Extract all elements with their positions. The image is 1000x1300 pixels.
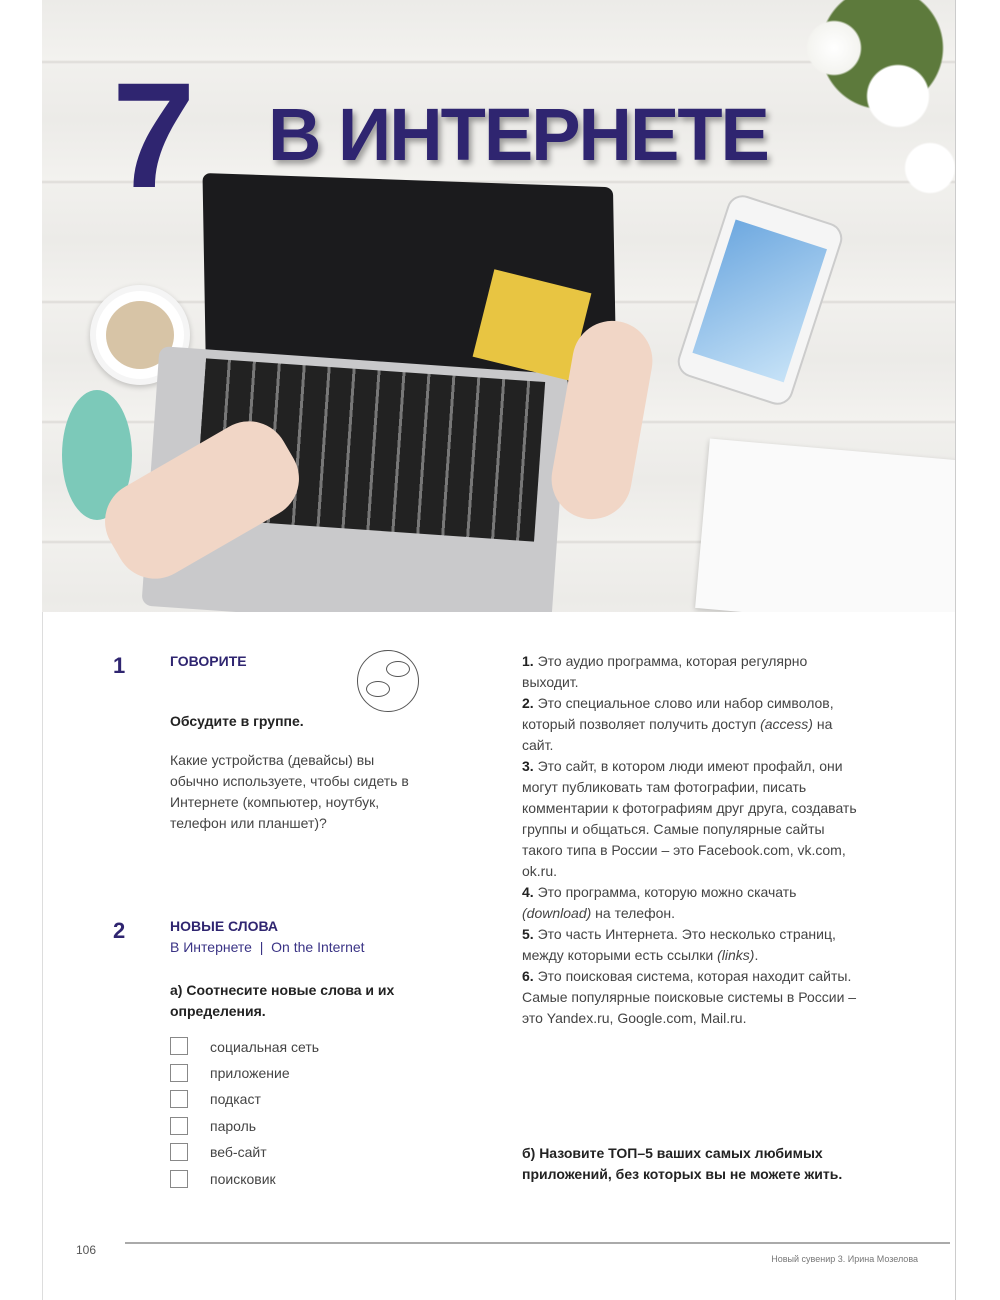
- checkbox[interactable]: [170, 1170, 188, 1188]
- exercise-number: 2: [113, 918, 126, 943]
- subtitle-en: On the Internet: [271, 939, 365, 955]
- separator: |: [259, 939, 264, 955]
- checkbox[interactable]: [170, 1117, 188, 1135]
- checkbox[interactable]: [170, 1090, 188, 1108]
- chapter-title: В ИНТЕРНЕТЕ: [268, 93, 768, 176]
- exercise-heading: ГОВОРИТЕ: [170, 653, 247, 669]
- word-label: веб-сайт: [210, 1144, 267, 1160]
- speech-bubbles-icon: [357, 650, 419, 712]
- instruction: Обсудите в группе.: [170, 713, 304, 729]
- task-a: а) Соотнесите новые слова и их определения.: [170, 982, 395, 1019]
- definition-item: 2. Это специальное слово или набор символов, который позволяет получить доступ (access) на сайт.: [522, 695, 834, 753]
- checkbox[interactable]: [170, 1037, 188, 1055]
- definition-item: 5. Это часть Интернета. Это несколько страниц, между которыми есть ссылки (links).: [522, 926, 836, 963]
- word-label: социальная сеть: [210, 1039, 320, 1055]
- definition-item: 6. Это поисковая система, которая находит сайты. Самые популярные поисковые системы в России – это Yandex.ru, Google.com, Mail.ru.: [522, 968, 857, 1026]
- definition-item: 3. Это сайт, в котором люди имеют профайл, они могут публиковать там фотографии, писать комментарии к фотографиям друг друга, создавать группы и общаться. Самые популярные сайты такого типа в России – это Facebook.com, vk.com, ok.ru.: [522, 758, 857, 879]
- definition-item: 1. Это аудио программа, которая регулярно выходит.: [522, 653, 808, 690]
- tulips-image: [802, 0, 955, 240]
- definitions-list: [522, 651, 867, 1029]
- smartphone-image: [674, 191, 847, 409]
- notepad-image: [695, 439, 955, 612]
- word-label: поисковик: [210, 1171, 276, 1187]
- definition-item: 4. Это программа, которую можно скачать (download) на телефон.: [522, 884, 797, 921]
- chapter-number: 7: [112, 51, 196, 219]
- exercise-heading: НОВЫЕ СЛОВА: [170, 918, 279, 934]
- word-label: приложение: [210, 1065, 290, 1081]
- checkbox[interactable]: [170, 1143, 188, 1161]
- task-b: б) Назовите ТОП–5 ваших самых любимых приложений, без которых вы не можете жить.: [522, 1145, 843, 1182]
- word-label: подкаст: [210, 1091, 261, 1107]
- footer-credit: Новый сувенир 3. Ирина Мозелова: [771, 1254, 918, 1264]
- word-label: пароль: [210, 1118, 257, 1134]
- exercise-number: 1: [113, 653, 126, 678]
- subtitle-ru: В Интернете: [170, 939, 252, 955]
- checkbox[interactable]: [170, 1064, 188, 1082]
- question: Какие устройства (девайсы) вы обычно используете, чтобы сидеть в Интернете (компьютер, ноутбук, телефон или планшет)?: [170, 752, 409, 831]
- exercise-subtitle: [170, 939, 365, 955]
- page-number: 106: [76, 1243, 97, 1257]
- footer-divider: [125, 1242, 950, 1244]
